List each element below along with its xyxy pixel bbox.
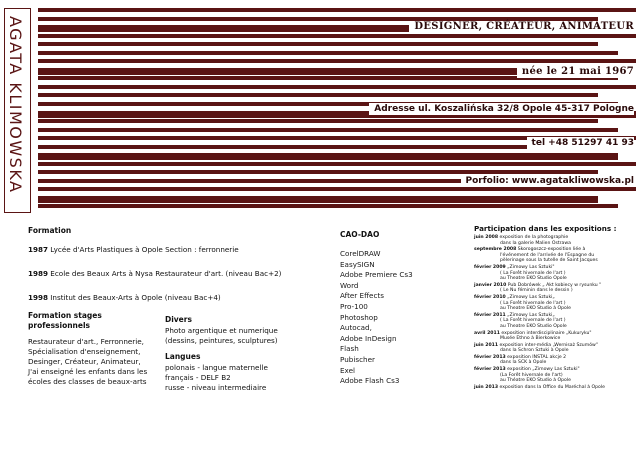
formation-section [28, 226, 328, 317]
expositions-section [474, 224, 638, 390]
header-stripe [38, 85, 636, 89]
divers-heading: Divers [165, 315, 192, 324]
header-stripe [38, 153, 618, 160]
header-stripe [38, 162, 636, 166]
formation-item: 1987 Lycée d'Arts Plastiques à Opole Section : ferronnerie [28, 245, 239, 254]
software-item: EasySIGN [340, 259, 375, 269]
formation-heading: Formation [28, 226, 72, 235]
portfolio-link[interactable]: Porfolio: www.agatakliwowska.pl [461, 175, 634, 187]
header-stripe [38, 145, 598, 149]
formation-item: 1998 Institut des Beaux-Arts à Opole (niveau Bac+4) [28, 293, 221, 302]
header-stripe [38, 17, 598, 21]
langues-section [165, 352, 325, 393]
formation-item: 1989 Ecole des Beaux Arts à Nysa Restaurateur d'art. (niveau Bac+2) [28, 269, 282, 278]
divers-section [165, 315, 325, 399]
exposition-item: avril 2011 exposition interdisciplinaire „Kukuryku" Musée Ethno à Bierkowice [474, 330, 592, 342]
software-item: Autocad, [340, 323, 372, 333]
stages-section [28, 311, 153, 387]
exposition-item: février 2013 exposition INSTAL akcje 2 dans la SCK à Opole [474, 354, 567, 366]
software-item: Flash [340, 344, 359, 354]
cao-heading: CAO-DAO [340, 230, 380, 239]
header-stripe [38, 34, 636, 38]
software-item: Pro-100 [340, 301, 368, 311]
header-stripe [38, 128, 618, 132]
cao-dao-section [340, 230, 460, 387]
exposition-item: juin 2011 exposition inter-média „Wernisaż Szumów" dans la Schron Sztuki à Opole [474, 342, 598, 354]
software-item: Adobe Flash Cs3 [340, 376, 400, 386]
langues-text: polonais - langue maternelle français - DELF B2 russe - niveau intermediaire [165, 363, 268, 392]
stages-text: Restaurateur d'art., Ferronnerie, Spécialisation d'enseignement, Desinger, Créateur, Animateur, J'ai enseigné les enfants dans les écoles des classes de beaux-arts [28, 337, 148, 386]
phone: tel +48 51297 41 93 [527, 137, 634, 149]
header-stripe [38, 68, 598, 75]
header-stripe [38, 8, 636, 12]
exposition-item: février 2013 exposition „Zimowy Las Sztuki" (La Forêt hivernale de l'art) au Théatre EKO Studio à Opole [474, 367, 580, 384]
header-stripe [38, 51, 618, 55]
candidate-name: AGATA KLIMOWSKA [6, 16, 25, 194]
exposition-item: juin 2013 exposition dans la Office du Maréchal à Opole [474, 384, 605, 390]
role-title: DESIGNER, CRÉATEUR, ANIMATEUR [409, 21, 634, 33]
header-stripe [38, 187, 636, 191]
header-stripe [38, 42, 598, 46]
expositions-list [474, 235, 638, 390]
langues-heading: Langues [165, 352, 201, 361]
software-item: Word [340, 280, 359, 290]
software-item: Adobe Premiere Cs3 [340, 270, 413, 280]
software-list [340, 249, 460, 387]
divers-text: Photo argentique et numerique (dessins, peintures, sculptures) [165, 326, 278, 345]
exposition-item: septembre 2008 Skorogoszcz-exposition liée à l'événement de l'arrivée de l'Espagne du pèlerinage sous la tutelle de Saint Jacques [474, 247, 598, 264]
exposition-item: février 2011 „Zimowy Las Sztuki„ ( La Forêt hivernale de l'art ) au Theatre EKO Studio Opole [474, 312, 567, 329]
expositions-heading: Participation dans les expositions : [474, 224, 617, 233]
software-item: Pubischer [340, 354, 375, 364]
header-stripe [38, 196, 598, 203]
software-item: After Effects [340, 291, 384, 301]
software-item: Photoshop [340, 312, 378, 322]
header-stripe [38, 93, 598, 97]
stages-heading: Formation stages professionnels [28, 311, 102, 330]
software-item: Adobe InDesign [340, 333, 397, 343]
exposition-item: février 2009 „Zimowy Las Sztuki" ( La Forêt hivernale de l'art ) au Theatre EKO Studio Opole [474, 264, 567, 282]
header-stripe [38, 119, 598, 123]
exposition-item: juin 2008 exposition de la photographie dans la galerie Malien Ostrawa [474, 235, 571, 246]
exposition-item: janvier 2010 Pub Dobrówek „ Akt kobiecy w rysunku " ( Le Nu féminin dans le dessin ) [474, 282, 602, 294]
header-stripe [38, 170, 598, 174]
header-stripe [38, 59, 636, 63]
exposition-item: février 2010 „Zimowy Las Sztuki„ ( La Forêt hivernale de l'art ) au Theatre EKO Studio à Opole [474, 294, 571, 312]
header-stripe [38, 204, 618, 208]
address: Adresse ul. Koszalińska 32/8 Opole 45-317 Pologne [369, 103, 634, 115]
birth-date: née le 21 mai 1967 [517, 66, 634, 78]
software-item: Exel [340, 365, 355, 375]
software-item: CorelDRAW [340, 249, 381, 258]
